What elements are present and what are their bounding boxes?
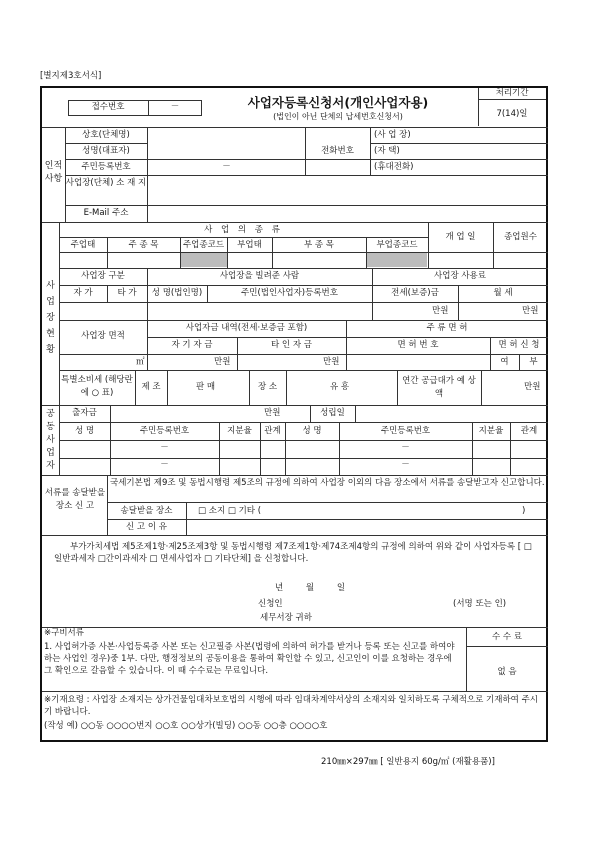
- receipt-label: 접수번호: [91, 102, 125, 112]
- license-req-label: 면 허 신 청: [498, 340, 540, 350]
- col-name-1: 성 명: [74, 426, 95, 436]
- business-section-label: 사업장현황: [46, 281, 55, 355]
- own-funds-unit: 만원: [214, 357, 231, 367]
- field-email: E-Mail 주소: [83, 208, 129, 218]
- recipient-label: 세무서장 귀하: [260, 613, 312, 623]
- field-trade-name: 상호(단체명): [82, 130, 130, 140]
- delivery-close-paren: ): [522, 506, 526, 516]
- sales-label: 판 매: [196, 382, 216, 392]
- col-sub-type: 부업태: [237, 240, 262, 250]
- phone-business: (사 업 장): [374, 130, 411, 140]
- period-label: 처리기간: [495, 88, 529, 98]
- other-funds-label: 타 인 자 금: [271, 340, 312, 350]
- field-address: 사업장(단체) 소 재 지: [65, 178, 147, 188]
- col-share-1: 지분율: [227, 426, 252, 436]
- field-rep-name: 성명(대표자): [82, 146, 130, 156]
- col-relation-1: 관계: [264, 426, 281, 436]
- own-funds-label: 자 기 자 금: [171, 340, 213, 350]
- signature-label: (서명 또는 인): [453, 599, 507, 609]
- deposit-unit: 만원: [432, 306, 449, 316]
- annual-supply-label: 연간 공급대가 예 상 액: [402, 376, 476, 399]
- notes-example: (작성 예) ○○동 ○○○○번지 ○○호 ○○상가(빌딩) ○○동 ○○층 ○○○○호: [44, 721, 328, 731]
- declaration-text: 부가가치세법 제5조제1항·제25조제3항 및 동법시행령 제7조제1항·제74조제4항의 규정에 의하여 위와 같이 사업자등록 [ □일반과세자 □간이과세자 □ 면세사업자 □ 기타단체] 을 신청합니다.: [54, 542, 532, 564]
- col-sub-code: 부업종코드: [376, 240, 418, 250]
- license-yes[interactable]: 여: [500, 357, 509, 367]
- annual-supply-unit: 만원: [524, 382, 541, 392]
- personal-section-label: 인적 사항: [44, 161, 63, 184]
- partner-rrn-2a[interactable]: －: [401, 443, 410, 453]
- manufacture-label: 제 조: [141, 382, 161, 392]
- col-share-2: 지분율: [478, 426, 504, 436]
- partner-rrn-2b[interactable]: －: [401, 460, 410, 470]
- business-type-header: 사 업 의 종 류: [204, 225, 283, 235]
- delivery-place-options[interactable]: □ 소지 □ 기타 (: [198, 506, 262, 516]
- capital-label: 출자금: [72, 408, 97, 418]
- col-sub-item: 부 종 목: [303, 240, 335, 250]
- col-main-code: 주업종코드: [182, 240, 225, 250]
- delivery-label: 서류를 송달받을 장소 신 고: [44, 488, 106, 511]
- funds-label: 사업자금 내역(전세·보증금 포함): [185, 323, 308, 333]
- delivery-reason-label: 신 고 이 유: [126, 522, 167, 532]
- lender-label: 사업장을 빌려준 사람: [219, 271, 300, 281]
- capital-unit: 만원: [264, 408, 281, 418]
- special-tax-label: 특별소비세 (해당란에 ○ 표): [61, 375, 133, 398]
- rrn-value[interactable]: －: [222, 162, 231, 172]
- lender-name-label: 성 명(법인명): [151, 288, 203, 298]
- site-type-label: 사업장 구분: [81, 271, 125, 281]
- col-relation-2: 관계: [520, 426, 538, 436]
- documents-text: 1. 사업허가증 사본·사업등록증 사본 또는 신고필증 사본(법령에 의하여 허가를 받거나 등록 또는 신고를 하여야 하는 사업인 경우)중 1부. 다만, 행정정보의 공동이용을 통하여 확인할 수 있고, 신고인이 이를 요청하는 경우에 그 확인으로 갈음할 수 있습니다. 이 때 수수료는 무료입니다.: [44, 642, 455, 676]
- receipt-value[interactable]: －: [170, 102, 180, 112]
- declaration-date: 년 월 일: [275, 583, 346, 593]
- delivery-place-label: 송달받을 장소: [120, 506, 173, 516]
- col-main-type: 주업태: [70, 240, 96, 250]
- delivery-desc: 국세기본법 제9조 및 동법시행령 제5조의 규정에 의하여 사업장 이외의 다음 장소에서 서류를 송달받고자 신고합니다.: [110, 478, 545, 488]
- fee-label: 수 수 료: [491, 632, 523, 642]
- venue-label: 장 소: [257, 382, 278, 392]
- phone-mobile: (휴대전화): [374, 162, 414, 172]
- partnership-section-label: 공동사업자: [46, 409, 55, 471]
- col-rrn-2: 주민등록번호: [380, 426, 431, 436]
- license-no-label: 면 허 번 호: [397, 340, 439, 350]
- form-number: [별지제3호서식]: [40, 71, 102, 81]
- phone-label: 전화번호: [321, 146, 354, 156]
- area-label: 사업장 면적: [81, 331, 125, 341]
- documents-label: ※구비서류: [44, 628, 84, 638]
- license-label: 주 류 면 허: [426, 323, 468, 333]
- other-funds-unit: 만원: [323, 357, 340, 367]
- period-value: 7(14)일: [496, 109, 528, 119]
- employees-label: 종업원수: [504, 232, 537, 242]
- partner-rrn-1b[interactable]: －: [160, 460, 169, 470]
- other-label: 타 가: [117, 288, 137, 298]
- lender-rrn-label: 주민(법인사업자)등록번호: [241, 288, 338, 298]
- partner-rrn-1a[interactable]: －: [160, 443, 169, 453]
- fee-value: 없 음: [497, 667, 517, 677]
- paper-spec: 210㎜×297㎜ [ 일반용지 60g/㎡ (재활용품)]: [321, 757, 495, 767]
- col-main-item: 주 종 목: [128, 240, 159, 250]
- own-label: 자 가: [73, 288, 93, 298]
- form-title: 사업자등록신청서(개인사업자용): [247, 95, 429, 110]
- establish-label: 성립일: [320, 408, 345, 418]
- open-date-label: 개 업 일: [445, 232, 476, 242]
- entertainment-label: 유 흥: [330, 382, 350, 392]
- form-subtitle: (법인이 아닌 단체의 납세번호신청서): [273, 112, 403, 121]
- license-no[interactable]: 부: [529, 357, 538, 367]
- monthly-label: 월 세: [493, 288, 513, 298]
- sqm-unit: ㎡: [136, 357, 145, 367]
- col-name-2: 성 명: [302, 426, 322, 436]
- monthly-unit: 만원: [522, 306, 539, 316]
- notes-text: ※기재요령 : 사업장 소재지는 상가건물임대차보호법의 시행에 따라 임대차계약서상의 소재지와 일치하도록 구체적으로 기재하여 주시기 바랍니다.: [44, 695, 539, 717]
- applicant-label: 신청인: [258, 599, 283, 609]
- field-rrn: 주민등록번호: [81, 162, 131, 172]
- col-rrn-1: 주민등록번호: [139, 426, 190, 436]
- rent-label: 사업장 사용료: [434, 271, 486, 281]
- phone-home: (자 택): [374, 146, 400, 156]
- deposit-label: 전세(보증)금: [391, 288, 439, 298]
